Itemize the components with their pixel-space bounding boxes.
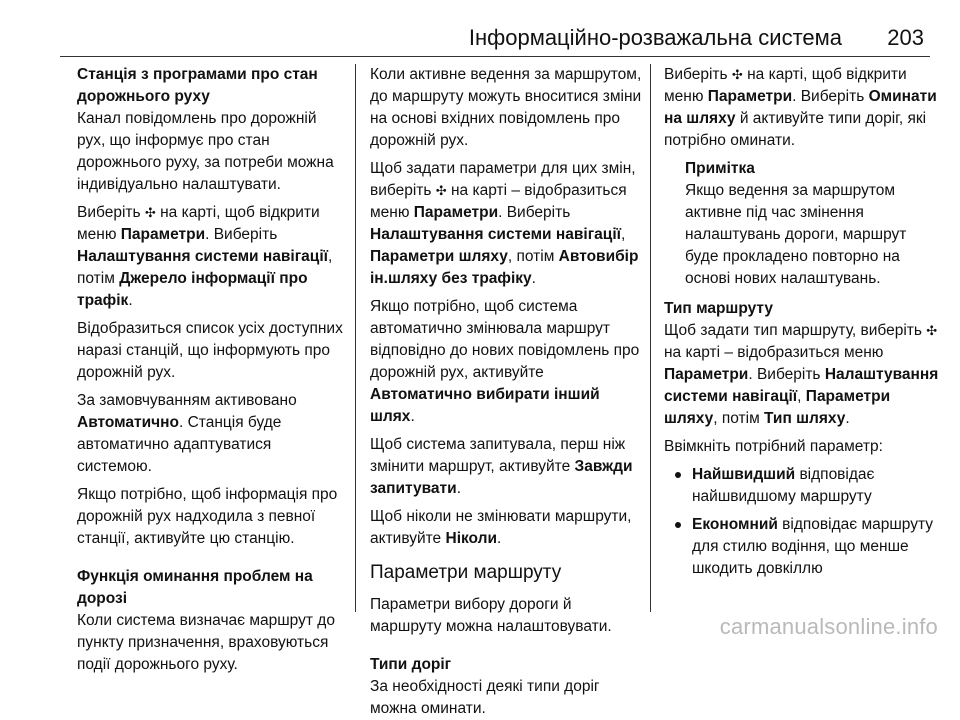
- text: . Виберіть: [205, 226, 278, 243]
- heading-route-type: Тип маршруту: [664, 300, 774, 317]
- paragraph: Ввімкніть потрібний параметр:: [664, 438, 883, 455]
- option-term: Найшвидший: [692, 466, 796, 483]
- paragraph: Коли система визначає маршрут до пункту призначення, враховуються події дорожнього руху.: [77, 612, 335, 673]
- text: . Виберіть: [748, 366, 825, 383]
- text: Щоб система запитувала, перш ніж змінити маршрут, активуйте: [370, 436, 626, 475]
- note-label: Примітка: [685, 160, 755, 177]
- text: . Виберіть: [498, 204, 571, 221]
- text: , потім: [713, 410, 765, 427]
- menu-term: Джерело інформації про трафік: [77, 270, 308, 309]
- paragraph: [370, 296, 642, 428]
- paragraph: [77, 202, 347, 312]
- option-term: Економний: [692, 516, 778, 533]
- text: . Виберіть: [792, 88, 869, 105]
- paragraph: [370, 158, 642, 290]
- text: ,: [620, 226, 626, 243]
- paragraph: Якщо потрібно, щоб інформація про дорожній рух надходила з певної станції, активуйте цю станцію.: [77, 486, 338, 547]
- text: Щоб ніколи не змінювати маршрути, активуйте: [370, 508, 632, 547]
- text: .: [128, 292, 133, 309]
- text: на карті, щоб відкрити меню: [664, 66, 907, 105]
- text: Щоб задати тип маршруту, виберіть: [664, 322, 927, 339]
- menu-term: Налаштування системи навігації: [664, 366, 939, 405]
- bullet-icon: [675, 472, 681, 478]
- paragraph: За необхідності деякі типи доріг можна оминати.: [370, 678, 600, 717]
- text: на карті – відобразиться меню: [664, 344, 884, 361]
- text: . Станція буде автоматично адаптуватися системою.: [77, 414, 282, 475]
- settings-icon: ✣: [731, 67, 743, 82]
- paragraph: [664, 320, 942, 430]
- menu-term: Налаштування системи навігації: [77, 248, 328, 265]
- text: Виберіть: [77, 204, 145, 221]
- heading-avoid-problems: Функція оминання проблем на дорозі: [77, 568, 313, 607]
- paragraph: Канал повідомлень про дорожній рух, що інформує про стан дорожнього руху, за потреби можна індивідуально налаштувати.: [77, 110, 334, 193]
- text: ,: [797, 388, 806, 405]
- text: й активуйте типи доріг, які потрібно оминати.: [664, 110, 927, 149]
- menu-term: Тип шляху: [764, 410, 846, 427]
- text: , потім: [77, 248, 333, 287]
- paragraph: [664, 64, 942, 152]
- text: .: [531, 270, 536, 287]
- menu-term: Параметри: [413, 204, 499, 221]
- page-number: 203: [887, 25, 924, 50]
- column-3: [664, 64, 942, 612]
- page-header: [0, 0, 960, 58]
- bullet-icon: [675, 522, 681, 528]
- options-list: [664, 464, 942, 580]
- text: .: [497, 530, 502, 547]
- text: За замовчуванням активовано: [77, 392, 297, 409]
- menu-term: Завжди запитувати: [370, 458, 633, 497]
- watermark: carmanualsonline.info: [719, 614, 938, 639]
- menu-term: Автоматично: [77, 414, 179, 431]
- menu-term: Параметри шляху: [664, 388, 891, 427]
- paragraph: Відобразиться список усіх доступних наразі станцій, що інформують про дорожній рух.: [77, 320, 343, 381]
- paragraph: [370, 434, 642, 500]
- text: Якщо потрібно, щоб система автоматично змінювала маршрут відповідно до нових повідомлень про дорожній рух, активуйте: [370, 298, 640, 381]
- menu-term: Оминати на шляху: [664, 88, 937, 127]
- paragraph: [370, 506, 642, 550]
- column-1: [77, 64, 347, 673]
- column-divider: [650, 64, 651, 612]
- column-2: [370, 64, 642, 717]
- menu-term: Автоматично вибирати інший шлях: [370, 386, 600, 425]
- settings-icon: ✣: [926, 323, 938, 338]
- option-desc: відповідає найшвидшому маршруту: [692, 466, 875, 505]
- text: .: [845, 410, 850, 427]
- section-heading-route-params: Параметри маршруту: [370, 562, 562, 583]
- text: Виберіть: [664, 66, 732, 83]
- text: , потім: [507, 248, 559, 265]
- text: Щоб задати параметри для цих змін, виберіть: [370, 160, 636, 199]
- menu-term: Параметри: [707, 88, 793, 105]
- text: .: [410, 408, 415, 425]
- menu-term: Ніколи: [445, 530, 498, 547]
- menu-term: Налаштування системи навігації: [370, 226, 621, 243]
- text: .: [456, 480, 461, 497]
- heading-road-types: Типи доріг: [370, 656, 452, 673]
- header-title: Інформаційно-розважальна система: [468, 25, 842, 50]
- paragraph: Параметри вибору дороги й маршруту можна налаштовувати.: [370, 596, 612, 635]
- text: на карті – відобразиться меню: [370, 182, 627, 221]
- heading-traffic-station: Станція з програмами про стан дорожнього руху: [77, 66, 318, 105]
- settings-icon: ✣: [144, 205, 156, 220]
- header-rule: [60, 56, 930, 57]
- menu-term: Автовибір ін.шляху без трафіку: [370, 248, 639, 287]
- menu-term: Параметри: [664, 366, 749, 383]
- menu-term: Параметри: [120, 226, 206, 243]
- column-divider: [355, 64, 356, 612]
- note-box: [664, 158, 942, 290]
- settings-icon: ✣: [435, 183, 447, 198]
- text: на карті, щоб відкрити меню: [77, 204, 320, 243]
- option-desc: відповідає маршруту для стилю водіння, що менше шкодить довкіллю: [692, 516, 934, 577]
- menu-term: Параметри шляху: [370, 248, 508, 265]
- list-item: [664, 514, 942, 580]
- list-item: [664, 464, 942, 508]
- note-text: Якщо ведення за маршрутом активне під час змінення налаштувань дороги, маршрут буде прокладено повторно на основі нових налаштувань.: [685, 182, 907, 287]
- paragraph: [77, 390, 347, 478]
- paragraph: Коли активне ведення за маршрутом, до маршруту можуть вноситися зміни на основі вхідних повідомлень про дорожній рух.: [370, 66, 642, 149]
